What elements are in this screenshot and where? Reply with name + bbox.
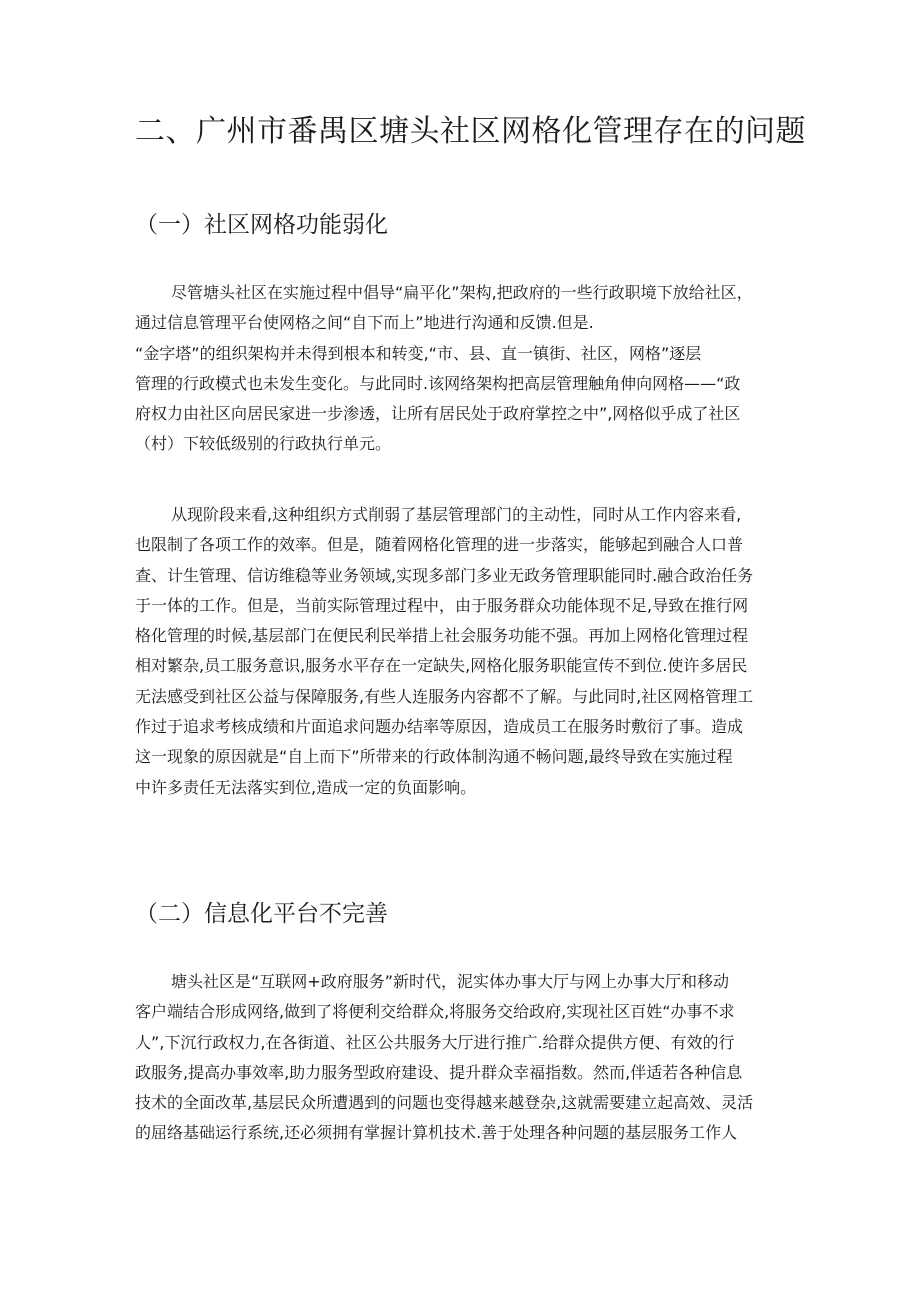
text-line: 这一现象的原因就是“自上而下”所带来的行政体制沟通不畅问题,最终导致在实施过程 xyxy=(135,747,733,767)
text-line: “金字塔”的组织架构并未得到根本和转变,“市、县、直一镇街、社区，网格”逐层 xyxy=(135,343,702,363)
text-line: 政服务,提高办事效率,助力服务型政府建设、提升群众幸福指数。然而,伴适若各种信息 xyxy=(135,1062,743,1082)
text-line: 也限制了各项工作的效率。但是，随着网格化管理的进一步落实，能够起到融合人口普 xyxy=(135,535,744,555)
paragraph xyxy=(135,967,785,1149)
text-line: 通过信息管理平台使网格之间“自下而上”地进行沟通和反馈.但是. xyxy=(135,313,594,333)
section-title-2: （二）信息化平台不完善 xyxy=(135,901,388,927)
text-line: 技术的全面改革,基层民众所遭遇到的问题也变得越来越登杂,这就需要建立起高效、灵活 xyxy=(135,1093,754,1113)
text-line: 中许多责任无法落实到位,造成一定的负面影响。 xyxy=(135,777,477,797)
text-line: 尽管塘头社区在实施过程中倡导“扁平化”架构,把政府的一些行政职境下放给社区， xyxy=(171,283,753,302)
text-line: 人”,下沉行政权力,在各街道、社区公共服务大厅进行推广.给群众提供方便、有效的行 xyxy=(135,1032,735,1052)
text-line: 塘头社区是“互联网+政府服务”新时代，泥实体办事大厅与网上办事大厅和移动 xyxy=(171,972,729,991)
text-line: 管理的行政模式也未发生变化。与此同时.该网络架构把高层管理触角伸向网格——“政 xyxy=(135,373,741,393)
text-line: 于一体的工作。但是，当前实际管理过程中，由于服务群众功能体现不足,导致在推行网 xyxy=(135,595,749,615)
text-line: （村）下较低级别的行政执行单元。 xyxy=(135,434,392,454)
text-line: 的屈络基础运行系统,还必须拥有掌握计算机技术.善于处理各种问题的基层服务工作人 xyxy=(135,1123,738,1143)
text-line: 从现阶段来看,这种组织方式削弱了基层管理部门的主动性，同时从工作内容来看, xyxy=(171,505,742,524)
text-line: 查、计生管理、信访维稳等业务领域,实现多部门多业无政务管理职能同时.融合政治任务 xyxy=(135,565,754,585)
paragraph xyxy=(135,500,785,803)
text-line: 客户端结合形成网络,做到了将便利交给群众,将服务交给政府,实现社区百姓“办事不求 xyxy=(135,1002,735,1022)
section-title-1: （一）社区网格功能弱化 xyxy=(135,212,388,238)
text-line: 作过于追求考核成绩和片面追求问题办结率等原因，造成员工在服务时敷衍了事。造成 xyxy=(135,717,744,737)
text-line: 相对繁杂,员工服务意识,服务水平存在一定缺失,网格化服务职能宣传不到位.使许多居民 xyxy=(135,656,748,676)
text-line: 无法感受到社区公益与保障服务,有些人连服务内容都不了解。与此同时,社区网格管理工 xyxy=(135,686,754,706)
text-line: 格化管理的时候,基层部门在便民利民举措上社会服务功能不强。再加上网格化管理过程 xyxy=(135,626,749,646)
text-line: 府权力由社区向居民家进一步渗透，让所有居民处于政府掌控之中”,网格似乎成了社区 xyxy=(135,404,741,424)
chapter-heading: 二、广州市番禺区塘头社区网格化管理存在的问题 xyxy=(135,114,806,149)
paragraph xyxy=(135,278,785,460)
